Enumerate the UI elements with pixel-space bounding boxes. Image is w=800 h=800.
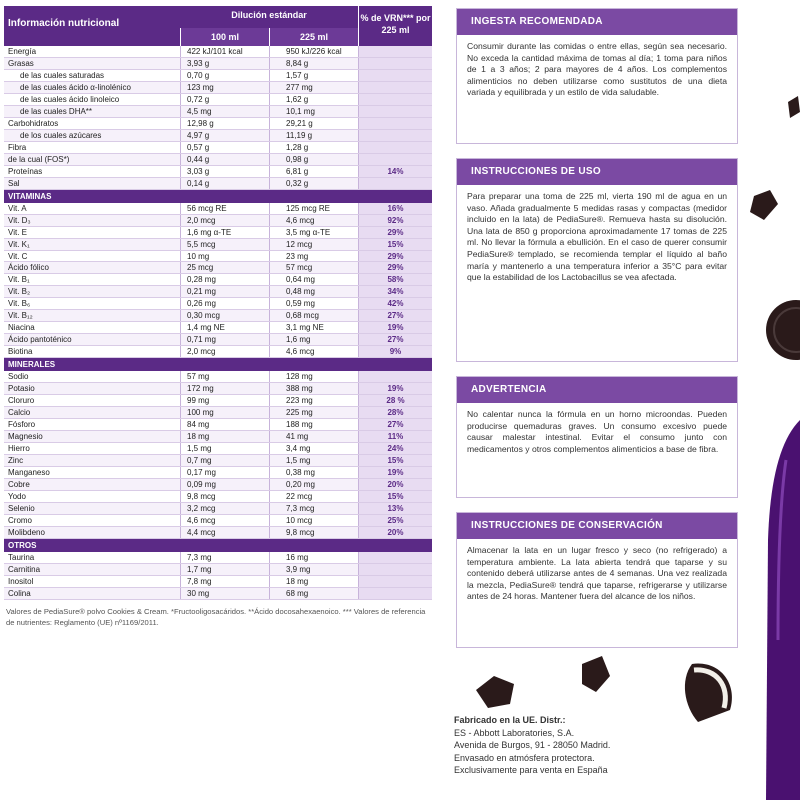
header-100ml: 100 ml bbox=[180, 28, 269, 46]
value-225ml: 3,5 mg α-TE bbox=[269, 227, 358, 238]
value-100ml: 0,70 g bbox=[180, 70, 269, 81]
value-vrn bbox=[358, 70, 432, 81]
value-225ml: 1,28 g bbox=[269, 142, 358, 153]
value-100ml: 2,0 mcg bbox=[180, 215, 269, 226]
value-225ml: 0,32 g bbox=[269, 178, 358, 189]
value-vrn: 29% bbox=[358, 262, 432, 273]
maker-title: Fabricado en la UE. Distr.: bbox=[454, 715, 566, 725]
value-100ml: 422 kJ/101 kcal bbox=[180, 46, 269, 57]
value-100ml: 57 mg bbox=[180, 371, 269, 382]
table-row bbox=[4, 407, 432, 419]
nutrient-name: Vit. D₃ bbox=[8, 215, 31, 225]
value-225ml: 7,3 mcg bbox=[269, 503, 358, 514]
value-225ml: 1,5 mg bbox=[269, 455, 358, 466]
nutrient-name: Vit. B₂ bbox=[8, 287, 31, 297]
cookie-crumb-icon bbox=[582, 656, 610, 692]
value-vrn: 27% bbox=[358, 310, 432, 321]
nutrient-name: Vit. K₁ bbox=[8, 239, 30, 249]
value-100ml: 1,6 mg α-TE bbox=[180, 227, 269, 238]
value-225ml: 3,4 mg bbox=[269, 443, 358, 454]
nutrient-name: Cobre bbox=[8, 479, 30, 489]
nutrient-name: Vit. B₁₂ bbox=[8, 311, 33, 321]
nutrient-name: Grasas bbox=[8, 58, 34, 68]
table-row bbox=[4, 82, 432, 94]
value-225ml: 223 mg bbox=[269, 395, 358, 406]
value-100ml: 0,09 mg bbox=[180, 479, 269, 490]
box-ingesta-title: INGESTA RECOMENDADA bbox=[457, 9, 737, 35]
value-100ml: 1,4 mg NE bbox=[180, 322, 269, 333]
table-row bbox=[4, 58, 432, 70]
value-100ml: 0,44 g bbox=[180, 154, 269, 165]
nutrient-name: Cromo bbox=[8, 515, 33, 525]
value-225ml: 4,6 mcg bbox=[269, 346, 358, 357]
table-row bbox=[4, 239, 432, 251]
value-225ml: 68 mg bbox=[269, 588, 358, 599]
table-header bbox=[4, 6, 432, 46]
value-225ml: 1,57 g bbox=[269, 70, 358, 81]
nutrient-name: Ácido fólico bbox=[8, 263, 49, 273]
value-vrn: 27% bbox=[358, 334, 432, 345]
nutrient-name: Colina bbox=[8, 588, 31, 598]
table-row bbox=[4, 142, 432, 154]
table-row bbox=[4, 491, 432, 503]
value-100ml: 9,8 mcg bbox=[180, 491, 269, 502]
nutrient-name: Ácido pantoténico bbox=[8, 335, 72, 345]
value-vrn: 11% bbox=[358, 431, 432, 442]
value-225ml: 0,68 mcg bbox=[269, 310, 358, 321]
table-row bbox=[4, 227, 432, 239]
value-vrn bbox=[358, 552, 432, 563]
table-row bbox=[4, 274, 432, 286]
header-name: Información nutricional bbox=[8, 18, 120, 29]
nutrition-table bbox=[4, 6, 432, 628]
table-row bbox=[4, 346, 432, 358]
value-vrn bbox=[358, 142, 432, 153]
nutrient-name: Vit. B₆ bbox=[8, 299, 31, 309]
box-advertencia bbox=[456, 376, 738, 498]
value-100ml: 84 mg bbox=[180, 419, 269, 430]
value-100ml: 172 mg bbox=[180, 383, 269, 394]
box-conservacion-text: Almacenar la lata en un lugar fresco y seco (no refrigerado) a temperatura ambiente. La lata abierta tendrá que taparse y su contenido deberá utilizarse antes de 4 semanas. Una vez realizada la mezcla, PediaSure® tendrá que taparse, refrigerarse y utilizarse antes de 24 horas. Mantener fuera del alcance de los niños. bbox=[467, 545, 727, 602]
table-row bbox=[4, 334, 432, 346]
value-225ml: 6,81 g bbox=[269, 166, 358, 177]
nutrient-name: Fósforo bbox=[8, 420, 36, 430]
value-vrn: 19% bbox=[358, 322, 432, 333]
value-225ml: 0,38 mg bbox=[269, 467, 358, 478]
value-225ml: 18 mg bbox=[269, 576, 358, 587]
value-vrn bbox=[358, 118, 432, 129]
value-100ml: 0,28 mg bbox=[180, 274, 269, 285]
nutrient-name: Yodo bbox=[8, 491, 26, 501]
nutrient-name: Carbohidratos bbox=[8, 118, 59, 128]
value-100ml: 4,4 mcg bbox=[180, 527, 269, 538]
value-225ml: 950 kJ/226 kcal bbox=[269, 46, 358, 57]
nutrient-name: Taurina bbox=[8, 552, 35, 562]
nutrient-name: Carnitina bbox=[8, 564, 41, 574]
box-instrucciones bbox=[456, 158, 738, 362]
value-vrn: 15% bbox=[358, 239, 432, 250]
nutrient-name: Selenio bbox=[8, 503, 35, 513]
value-100ml: 0,7 mg bbox=[180, 455, 269, 466]
value-vrn: 25% bbox=[358, 515, 432, 526]
value-vrn bbox=[358, 58, 432, 69]
value-225ml: 3,1 mg NE bbox=[269, 322, 358, 333]
value-225ml: 3,9 mg bbox=[269, 564, 358, 575]
table-row bbox=[4, 203, 432, 215]
nutrient-name: Biotina bbox=[8, 347, 33, 357]
value-vrn: 19% bbox=[358, 383, 432, 394]
nutrient-name: Potasio bbox=[8, 384, 35, 394]
section-others: OTROS bbox=[4, 539, 432, 552]
table-row bbox=[4, 94, 432, 106]
value-vrn: 14% bbox=[358, 166, 432, 177]
table-row bbox=[4, 527, 432, 539]
value-100ml: 2,0 mcg bbox=[180, 346, 269, 357]
value-100ml: 7,3 mg bbox=[180, 552, 269, 563]
value-vrn: 9% bbox=[358, 346, 432, 357]
value-100ml: 0,26 mg bbox=[180, 298, 269, 309]
value-100ml: 4,97 g bbox=[180, 130, 269, 141]
value-100ml: 0,71 mg bbox=[180, 334, 269, 345]
nutrient-name: Proteínas bbox=[8, 166, 43, 176]
nutrient-name: Sodio bbox=[8, 372, 29, 382]
table-row bbox=[4, 564, 432, 576]
value-100ml: 1,5 mg bbox=[180, 443, 269, 454]
value-100ml: 4,6 mcg bbox=[180, 515, 269, 526]
nutrient-name: Niacina bbox=[8, 323, 35, 333]
box-advertencia-text: No calentar nunca la fórmula en un horno microondas. Pueden producirse quemaduras graves. Un consumo excesivo puede causar malestar intestinal. Evitar el consumo junto con medicamentos y otros complementos alimenticios a base de fibra. bbox=[467, 409, 727, 454]
value-225ml: 10,1 mg bbox=[269, 106, 358, 117]
value-100ml: 3,2 mcg bbox=[180, 503, 269, 514]
value-100ml: 3,03 g bbox=[180, 166, 269, 177]
nutrient-name: de la cual (FOS*) bbox=[8, 154, 70, 164]
value-vrn: 13% bbox=[358, 503, 432, 514]
box-instrucciones-title: INSTRUCCIONES DE USO bbox=[457, 159, 737, 185]
table-row bbox=[4, 106, 432, 118]
header-dilution: Dilución estándar bbox=[231, 10, 307, 20]
table-row bbox=[4, 178, 432, 190]
nutrient-name: Hierro bbox=[8, 444, 30, 454]
table-row bbox=[4, 46, 432, 58]
value-vrn bbox=[358, 576, 432, 587]
value-vrn: 42% bbox=[358, 298, 432, 309]
value-vrn: 27% bbox=[358, 419, 432, 430]
value-vrn: 28% bbox=[358, 407, 432, 418]
nutrient-name: de las cuales saturadas bbox=[20, 70, 105, 80]
value-vrn: 29% bbox=[358, 227, 432, 238]
value-100ml: 0,17 mg bbox=[180, 467, 269, 478]
table-row bbox=[4, 70, 432, 82]
value-vrn bbox=[358, 564, 432, 575]
table-row bbox=[4, 443, 432, 455]
group-others bbox=[4, 552, 432, 600]
decoration-right-edge bbox=[740, 0, 800, 800]
value-100ml: 123 mg bbox=[180, 82, 269, 93]
table-row bbox=[4, 588, 432, 600]
value-225ml: 23 mg bbox=[269, 251, 358, 262]
value-vrn: 15% bbox=[358, 455, 432, 466]
value-225ml: 388 mg bbox=[269, 383, 358, 394]
box-conservacion-title: INSTRUCCIONES DE CONSERVACIÓN bbox=[457, 513, 737, 539]
nutrient-name: Vit. A bbox=[8, 203, 27, 213]
cookie-crumb-icon bbox=[750, 190, 778, 220]
value-100ml: 0,57 g bbox=[180, 142, 269, 153]
nutrient-name: de las cuales ácido α-linolénico bbox=[20, 82, 131, 92]
value-225ml: 0,98 g bbox=[269, 154, 358, 165]
box-ingesta-text: Consumir durante las comidas o entre ellas, según sea necesario. No exceda la cantidad máxima de tomas al día; 1 toma para niños de 1 a 3 años; 2 para mayores de 4 años. Los complementos alimenticios no deben utilizarse como sustitutos de una dieta variada y equilibrada y un estilo de vida saludable. bbox=[467, 41, 727, 98]
value-225ml: 277 mg bbox=[269, 82, 358, 93]
section-vitamins: VITAMINAS bbox=[4, 190, 432, 203]
value-vrn bbox=[358, 106, 432, 117]
nutrient-name: Manganeso bbox=[8, 467, 50, 477]
table-row bbox=[4, 515, 432, 527]
table-row bbox=[4, 118, 432, 130]
table-row bbox=[4, 576, 432, 588]
value-100ml: 0,72 g bbox=[180, 94, 269, 105]
section-minerals: MINERALES bbox=[4, 358, 432, 371]
box-conservacion bbox=[456, 512, 738, 648]
group-vitamins bbox=[4, 203, 432, 359]
table-row bbox=[4, 298, 432, 310]
value-225ml: 1,62 g bbox=[269, 94, 358, 105]
value-100ml: 100 mg bbox=[180, 407, 269, 418]
value-100ml: 0,14 g bbox=[180, 178, 269, 189]
value-vrn: 34% bbox=[358, 286, 432, 297]
nutrient-name: Vit. B₁ bbox=[8, 275, 30, 285]
nutrient-name: Zinc bbox=[8, 456, 24, 465]
table-row bbox=[4, 215, 432, 227]
value-vrn bbox=[358, 130, 432, 141]
box-instrucciones-text: Para preparar una toma de 225 ml, vierta 190 ml de agua en un vaso. Añada gradualmente 5 medidas rasas y compactas (medidor incluido en la lata) de PediaSure®. Remueva hasta su disolución. Una lata de 850 g proporciona aproximadamente 17 tomas de 225 ml. No llevar la fórmula a ebullición. En el caso de querer consumir PediaSure® templado, se recomienda templar el líquido al baño maría y mantenerlo a una temperatura inferior a 35°C para evitar que la estabilidad de los Lactobacillus se vea afectada. bbox=[467, 191, 727, 283]
table-row bbox=[4, 130, 432, 142]
value-225ml: 8,84 g bbox=[269, 58, 358, 69]
value-225ml: 4,6 mcg bbox=[269, 215, 358, 226]
nutrient-name: Sal bbox=[8, 178, 20, 188]
value-100ml: 12,98 g bbox=[180, 118, 269, 129]
value-100ml: 3,93 g bbox=[180, 58, 269, 69]
nutrient-name: Vit. C bbox=[8, 251, 28, 261]
value-vrn: 19% bbox=[358, 467, 432, 478]
value-100ml: 56 mcg RE bbox=[180, 203, 269, 214]
group-minerals bbox=[4, 371, 432, 539]
value-225ml: 125 mcg RE bbox=[269, 203, 358, 214]
group-general bbox=[4, 46, 432, 190]
table-row bbox=[4, 262, 432, 274]
table-row bbox=[4, 310, 432, 322]
value-225ml: 12 mcg bbox=[269, 239, 358, 250]
value-100ml: 1,7 mg bbox=[180, 564, 269, 575]
nutrient-name: de las cuales DHA** bbox=[20, 106, 93, 116]
value-vrn bbox=[358, 82, 432, 93]
decoration-bottom-cookies bbox=[470, 650, 740, 730]
value-vrn: 29% bbox=[358, 251, 432, 262]
nutrient-name: de los cuales azúcares bbox=[20, 130, 102, 140]
box-advertencia-title: ADVERTENCIA bbox=[457, 377, 737, 403]
value-vrn bbox=[358, 588, 432, 599]
value-vrn: 28 % bbox=[358, 395, 432, 406]
value-225ml: 0,64 mg bbox=[269, 274, 358, 285]
value-225ml: 0,48 mg bbox=[269, 286, 358, 297]
value-100ml: 7,8 mg bbox=[180, 576, 269, 587]
value-vrn bbox=[358, 178, 432, 189]
value-vrn bbox=[358, 154, 432, 165]
value-vrn: 16% bbox=[358, 203, 432, 214]
table-row bbox=[4, 431, 432, 443]
table-row bbox=[4, 395, 432, 407]
table-row bbox=[4, 166, 432, 178]
value-vrn: 58% bbox=[358, 274, 432, 285]
nutrient-name: Inositol bbox=[8, 576, 34, 586]
nutrient-name: Energía bbox=[8, 47, 37, 56]
value-vrn: 20% bbox=[358, 479, 432, 490]
maker-line3: Envasado en atmósfera protectora. bbox=[454, 752, 595, 763]
header-225ml: 225 ml bbox=[269, 28, 358, 46]
nutrient-name: Molibdeno bbox=[8, 527, 45, 537]
value-225ml: 16 mg bbox=[269, 552, 358, 563]
value-225ml: 9,8 mcg bbox=[269, 527, 358, 538]
table-row bbox=[4, 467, 432, 479]
nutrient-name: Fibra bbox=[8, 142, 27, 152]
header-vrn: % de VRN*** por 225 ml bbox=[358, 6, 432, 46]
value-225ml: 1,6 mg bbox=[269, 334, 358, 345]
table-row bbox=[4, 383, 432, 395]
value-225ml: 188 mg bbox=[269, 419, 358, 430]
nutrient-name: Magnesio bbox=[8, 432, 43, 442]
value-vrn: 20% bbox=[358, 527, 432, 538]
maker-line2: Avenida de Burgos, 91 - 28050 Madrid. bbox=[454, 740, 611, 750]
value-vrn bbox=[358, 371, 432, 382]
table-row bbox=[4, 154, 432, 166]
table-row bbox=[4, 503, 432, 515]
value-225ml: 11,19 g bbox=[269, 130, 358, 141]
value-225ml: 10 mcg bbox=[269, 515, 358, 526]
value-225ml: 0,59 mg bbox=[269, 298, 358, 309]
nutrient-name: Cloruro bbox=[8, 396, 35, 406]
value-225ml: 225 mg bbox=[269, 407, 358, 418]
table-row bbox=[4, 286, 432, 298]
value-100ml: 4,5 mg bbox=[180, 106, 269, 117]
value-100ml: 0,21 mg bbox=[180, 286, 269, 297]
value-vrn: 24% bbox=[358, 443, 432, 454]
table-row bbox=[4, 251, 432, 263]
value-vrn: 92% bbox=[358, 215, 432, 226]
value-225ml: 128 mg bbox=[269, 371, 358, 382]
value-vrn bbox=[358, 46, 432, 57]
value-100ml: 25 mcg bbox=[180, 262, 269, 273]
nutrient-name: Vit. E bbox=[8, 227, 27, 237]
value-225ml: 57 mcg bbox=[269, 262, 358, 273]
value-225ml: 41 mg bbox=[269, 431, 358, 442]
value-225ml: 0,20 mg bbox=[269, 479, 358, 490]
value-100ml: 10 mg bbox=[180, 251, 269, 262]
cookie-crumb-icon bbox=[788, 96, 800, 118]
value-100ml: 99 mg bbox=[180, 395, 269, 406]
value-100ml: 30 mg bbox=[180, 588, 269, 599]
value-vrn: 15% bbox=[358, 491, 432, 502]
table-row bbox=[4, 455, 432, 467]
nutrient-name: Calcio bbox=[8, 408, 31, 418]
value-225ml: 29,21 g bbox=[269, 118, 358, 129]
table-row bbox=[4, 552, 432, 564]
value-vrn bbox=[358, 94, 432, 105]
table-row bbox=[4, 371, 432, 383]
table-row bbox=[4, 419, 432, 431]
value-225ml: 22 mcg bbox=[269, 491, 358, 502]
value-100ml: 18 mg bbox=[180, 431, 269, 442]
maker-line1: ES - Abbott Laboratories, S.A. bbox=[454, 727, 575, 738]
nutrient-name: de las cuales ácido linoleico bbox=[20, 94, 120, 104]
value-100ml: 0,30 mcg bbox=[180, 310, 269, 321]
table-footnote: Valores de PediaSure® polvo Cookies & Cream. *Fructooligosacáridos. **Ácido docosahexaenoico. *** Valores de referencia de nutrientes: Reglamento (UE) nº1169/2011. bbox=[6, 606, 426, 627]
value-100ml: 5,5 mcg bbox=[180, 239, 269, 250]
table-row bbox=[4, 479, 432, 491]
table-row bbox=[4, 322, 432, 334]
cookie-crumb-icon bbox=[476, 676, 514, 708]
maker-line4: Exclusivamente para venta en España bbox=[454, 765, 608, 775]
box-ingesta bbox=[456, 8, 738, 144]
